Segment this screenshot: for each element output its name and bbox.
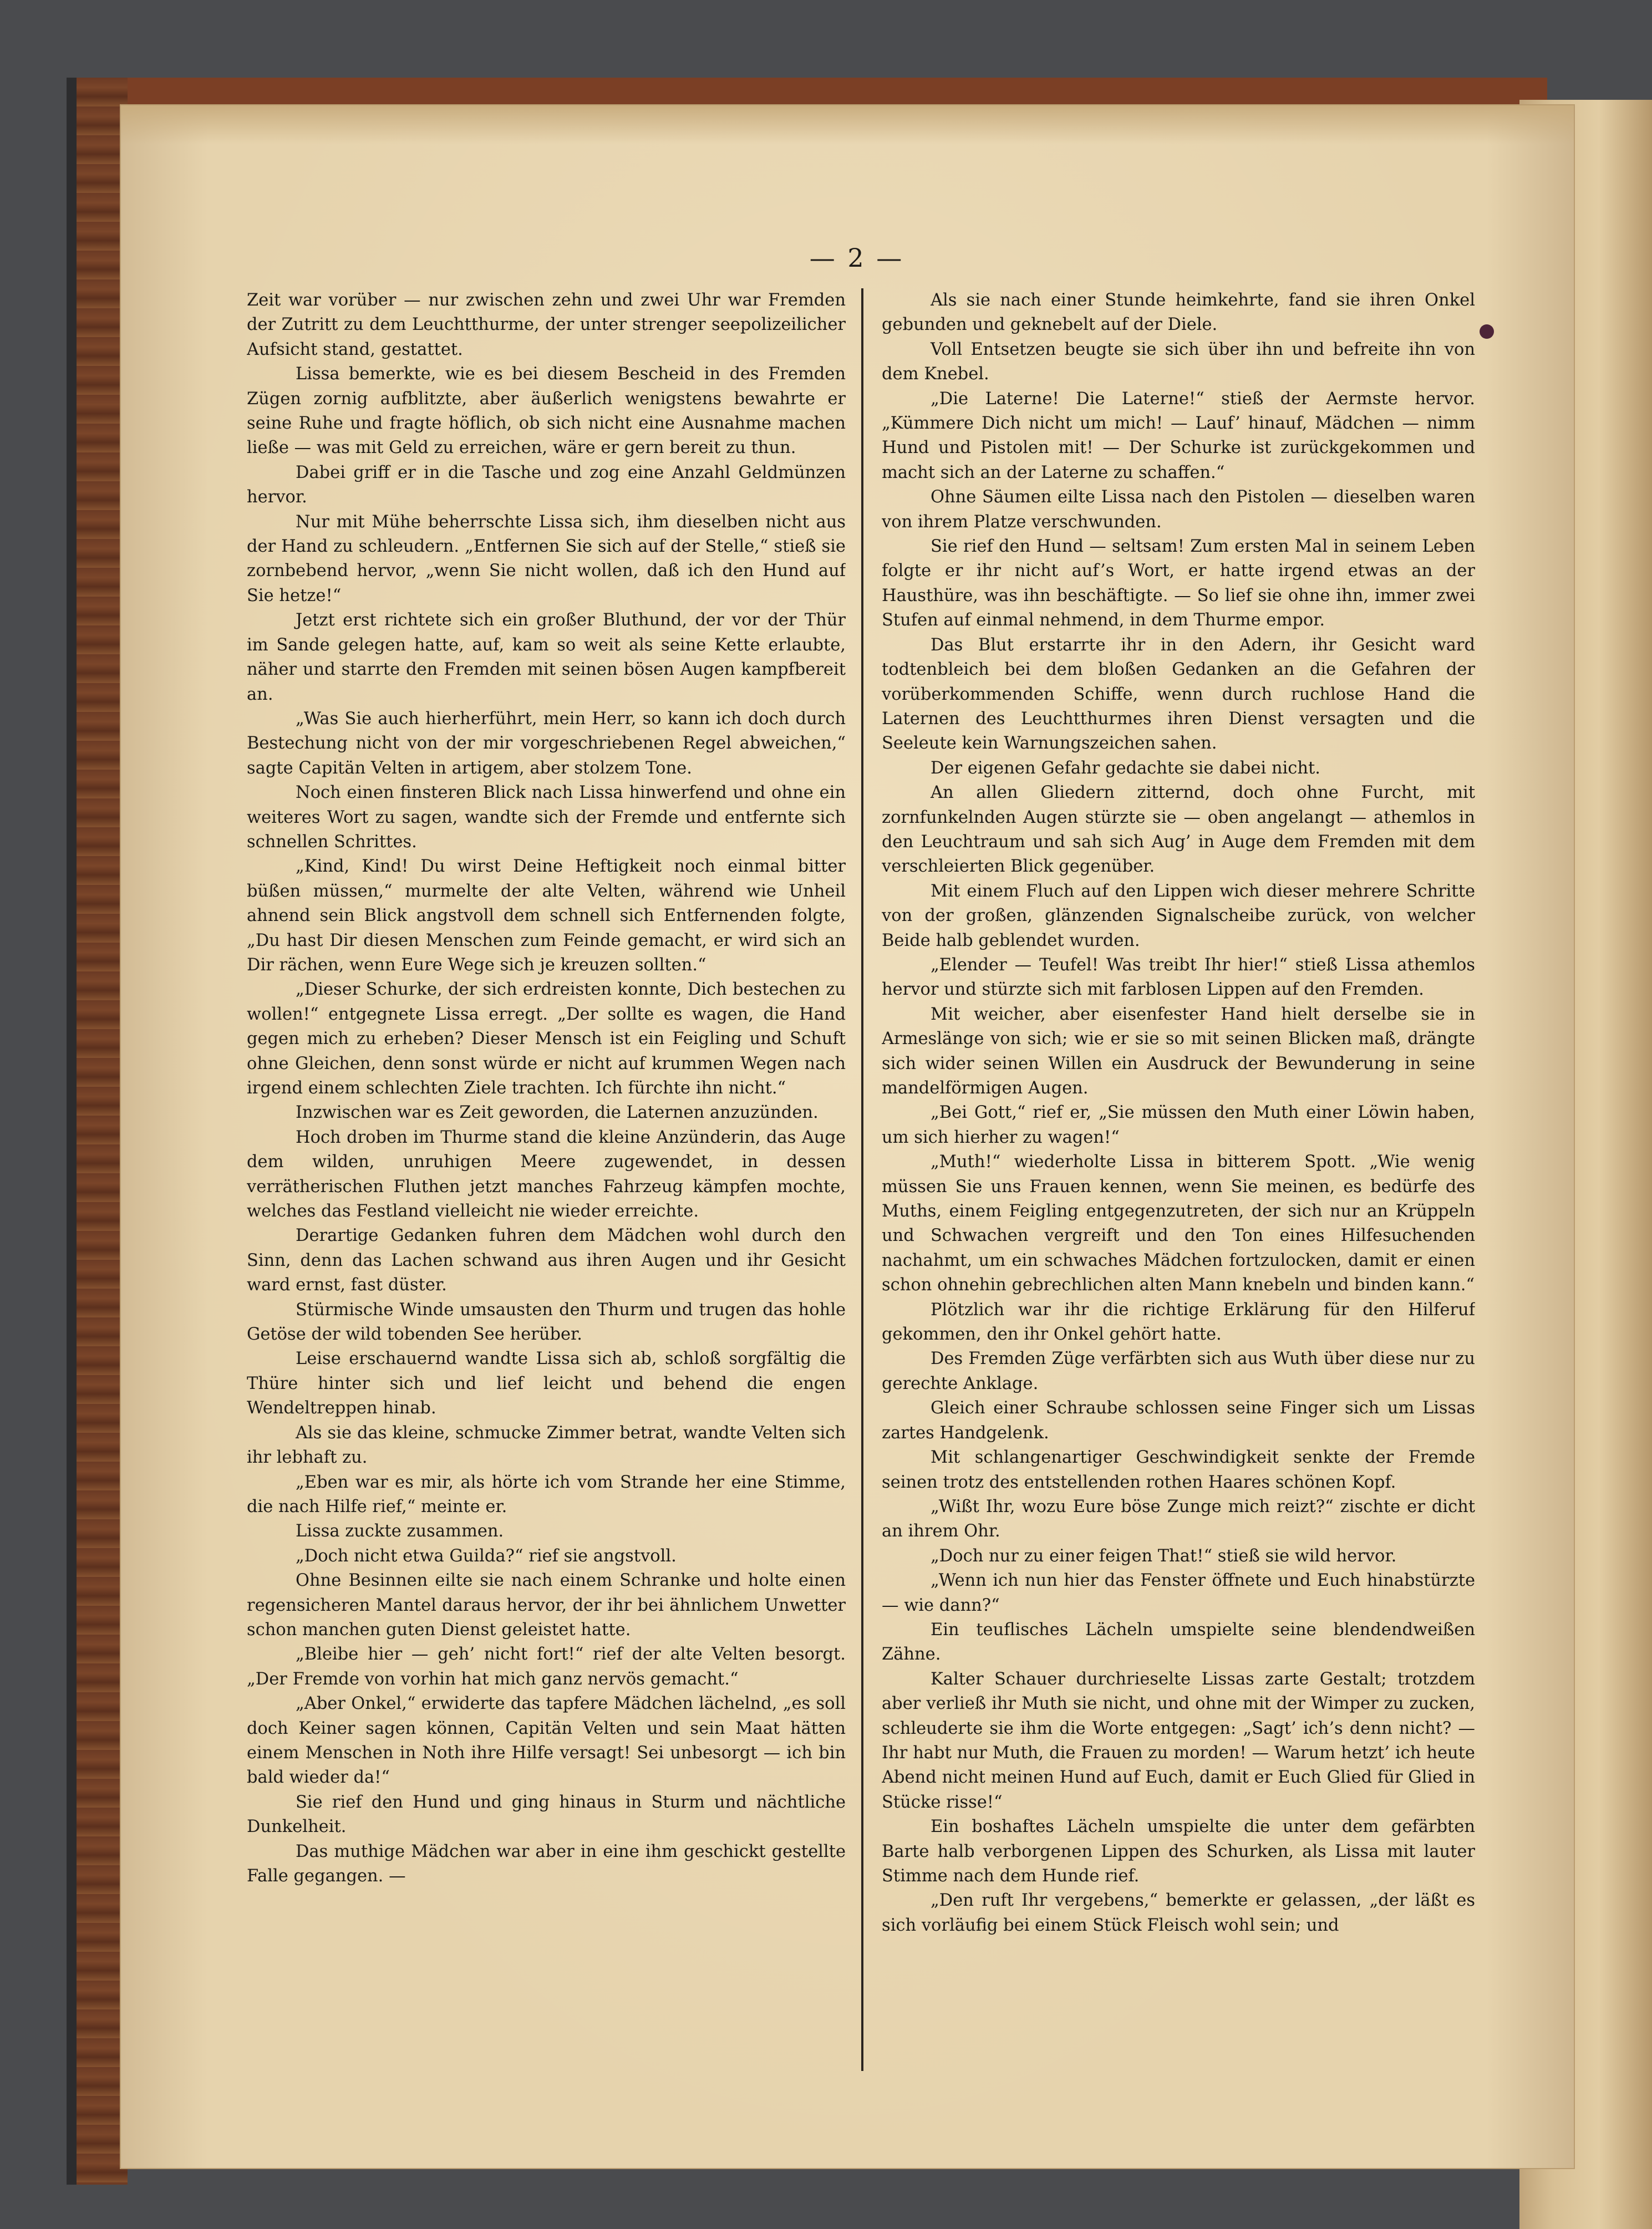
paragraph: Sie rief den Hund — seltsam! Zum ersten Mal in seinem Leben folgte er ihr nicht auf’s Wort, er hatte irgend etwas an der Hausthüre, was ihn beschäftigte. — So lief sie ohne ihn, immer zwei Stufen auf einmal nehmend, in dem Thurme empor.	[882, 537, 1475, 630]
paragraph: „Eben war es mir, als hörte ich vom Strande her eine Stimme, die nach Hilfe rief,“ meinte er.	[247, 1472, 846, 1516]
paragraph: Voll Entsetzen beugte sie sich über ihn und befreite ihn von dem Knebel.	[882, 339, 1475, 384]
paragraph: Kalter Schauer durchrieselte Lissas zarte Gestalt; trotzdem aber verließ ihr Muth sie nicht, und ohne mit der Wimper zu zucken, schleuderte sie ihm die Worte entgegen: „Sagt’ ich’s denn nicht? — Ihr habt nur Muth, die Frauen zu morden! — Warum hetzt’ ich heute Abend nicht meinen Hund auf Euch, damit er Euch Glied für Glied in Stücke risse!“	[882, 1669, 1475, 1812]
paragraph: Als sie nach einer Stunde heimkehrte, fand sie ihren Onkel gebunden und geknebelt auf der Diele.	[882, 291, 1475, 335]
paragraph: Als sie das kleine, schmucke Zimmer betrat, wandte Velten sich ihr lebhaft zu.	[247, 1423, 846, 1468]
paragraph: „Wißt Ihr, wozu Eure böse Zunge mich reizt?“ zischte er dicht an ihrem Ohr.	[882, 1497, 1475, 1541]
paragraph: Mit einem Fluch auf den Lippen wich dieser mehrere Schritte von der großen, glänzenden Signalscheibe zurück, von welcher Beide halb geblendet wurden.	[882, 881, 1475, 950]
paragraph: Jetzt erst richtete sich ein großer Bluthund, der vor der Thür im Sande gelegen hatte, auf, kam so weit als seine Kette erlaubte, näher und starrte den Fremden mit seinen bösen Augen kampfbereit an.	[247, 610, 846, 704]
paragraph: Mit schlangenartiger Geschwindigkeit senkte der Fremde seinen trotz des entstellenden rothen Haares schönen Kopf.	[882, 1448, 1475, 1492]
column-divider	[861, 288, 863, 2071]
paragraph: „Elender — Teufel! Was treibt Ihr hier!“ stieß Lissa athemlos hervor und stürzte sich mit farblosen Lippen auf den Fremden.	[882, 955, 1475, 1000]
paragraph: „Dieser Schurke, der sich erdreisten konnte, Dich bestechen zu wollen!“ entgegnete Lissa erregt. „Der sollte es wagen, die Hand gegen mich zu erheben? Dieser Mensch ist ein Feigling und Schuft ohne Gleichen, denn sonst würde er nicht auf krummen Wegen nach irgend einem schlechten Ziele trachten. Ich fürchte ihn nicht.“	[247, 980, 846, 1098]
left-text-column	[247, 288, 846, 2074]
paragraph: Leise erschauernd wandte Lissa sich ab, schloß sorgfältig die Thüre hinter sich und lief leicht und behend die engen Wendeltreppen hinab.	[247, 1349, 846, 1418]
paragraph: „Den ruft Ihr vergebens,“ bemerkte er gelassen, „der läßt es sich vorläufig bei einem Stück Fleisch wohl sein; und	[882, 1891, 1475, 1935]
paragraph: Gleich einer Schraube schlossen seine Finger sich um Lissas zartes Handgelenk.	[882, 1398, 1475, 1443]
paragraph: Das Blut erstarrte ihr in den Adern, ihr Gesicht ward todtenbleich bei dem bloßen Gedanken an die Gefahren der vorüberkommenden Schiffe, wenn durch ruchlose Hand die Laternen des Leuchtthurmes ihren Dienst versagten und die Seeleute kein Warnungszeichen sahen.	[882, 635, 1475, 754]
paragraph: Zeit war vorüber — nur zwischen zehn und zwei Uhr war Fremden der Zutritt zu dem Leuchtthurme, der unter strenger seepolizeilicher Aufsicht stand, gestattet.	[247, 291, 846, 359]
paragraph: Ohne Besinnen eilte sie nach einem Schranke und holte einen regensicheren Mantel daraus hervor, der ihr bei ähnlichem Unwetter schon manchen guten Dienst geleistet hatte.	[247, 1571, 846, 1640]
paragraph: Noch einen finsteren Blick nach Lissa hinwerfend und ohne ein weiteres Wort zu sagen, wandte sich der Fremde und entfernte sich schnellen Schrittes.	[247, 783, 846, 852]
paragraph: „Aber Onkel,“ erwiderte das tapfere Mädchen lächelnd, „es soll doch Keiner sagen können, Capitän Velten und sein Maat hätten einem Menschen in Noth ihre Hilfe versagt! Sei unbesorgt — ich bin bald wieder da!“	[247, 1694, 846, 1788]
paragraph: Hoch droben im Thurme stand die kleine Anzünderin, das Auge dem wilden, unruhigen Meere zugewendet, in dessen verrätherischen Fluthen jetzt manches Fahrzeug kämpfen mochte, welches das Festland vielleicht nie wieder erreichte.	[247, 1127, 846, 1222]
paragraph: Des Fremden Züge verfärbten sich aus Wuth über diese nur zu gerechte Anklage.	[882, 1349, 1475, 1393]
paragraph: „Bei Gott,“ rief er, „Sie müssen den Muth einer Löwin haben, um sich hierher zu wagen!“	[882, 1103, 1475, 1147]
paragraph: Ein teuflisches Lächeln umspielte seine blendendweißen Zähne.	[882, 1620, 1475, 1665]
paragraph: Mit weicher, aber eisenfester Hand hielt derselbe sie in Armeslänge von sich; wie er sie so mit seinen Blicken maß, drängte sich wider seinen Willen ein Ausdruck der Bewunderung in seine mandelförmigen Augen.	[882, 1004, 1475, 1098]
page-worn-top-edge	[121, 105, 1574, 144]
paragraph: An allen Gliedern zitternd, doch ohne Furcht, mit zornfunkelnden Augen stürzte sie — oben angelangt — athemlos in den Leuchtraum und sah sich Aug’ in Auge dem Fremden mit dem verschleierten Blick gegenüber.	[882, 783, 1475, 877]
right-text-column	[882, 288, 1475, 2074]
paragraph: Nur mit Mühe beherrschte Lissa sich, ihm dieselben nicht aus der Hand zu schleudern. „Entfernen Sie sich auf der Stelle,“ stieß sie zornbebend hervor, „wenn Sie nicht wollen, daß ich den Hund auf Sie hetze!“	[247, 512, 846, 605]
paragraph: Inzwischen war es Zeit geworden, die Laternen anzuzünden.	[296, 1103, 819, 1123]
ink-stain	[1480, 324, 1494, 339]
paragraph: „Doch nicht etwa Guilda?“ rief sie angstvoll.	[296, 1546, 677, 1566]
paragraph: Ohne Säumen eilte Lissa nach den Pistolen — dieselben waren von ihrem Platze verschwunden.	[882, 487, 1475, 532]
paragraph: „Bleibe hier — geh’ nicht fort!“ rief der alte Velten besorgt. „Der Fremde von vorhin hat mich ganz nervös gemacht.“	[247, 1645, 846, 1689]
paragraph: „Die Laterne! Die Laterne!“ stieß der Aermste hervor. „Kümmere Dich nicht um mich! — Lauf’ hinauf, Mädchen — nimm Hund und Pistolen mit! — Der Schurke ist zurückgekommen und macht sich an der Laterne zu schaffen.“	[882, 389, 1475, 482]
paragraph: Das muthige Mädchen war aber in eine ihm geschickt gestellte Falle gegangen. —	[247, 1841, 846, 1886]
paragraph: „Muth!“ wiederholte Lissa in bitterem Spott. „Wie wenig müssen Sie uns Frauen kennen, wenn Sie meinen, es bedürfe des Muths, einem Feigling entgegenzutreten, der sich nur an Krüppeln und Schwachen vergreift und den Ton eines Hilfesuchenden nachahmt, um ein schwaches Mädchen fortzulocken, damit er einen schon ohnehin gebrechlichen alten Mann knebeln und binden kann.“	[882, 1152, 1475, 1295]
page-number: — 2 —	[809, 243, 904, 273]
book-spine-binding	[67, 78, 128, 2185]
paragraph: „Kind, Kind! Du wirst Deine Heftigkeit noch einmal bitter büßen müssen,“ murmelte der alte Velten, während wie Unheil ahnend sein Blick angstvoll dem schnell sich Entfernenden folgte, „Du hast Dir diesen Menschen zum Feinde gemacht, er wird sich an Dir rächen, wenn Eure Wege sich je kreuzen sollten.“	[247, 857, 846, 975]
paragraph: Lissa zuckte zusammen.	[296, 1521, 504, 1541]
paragraph: „Doch nur zu einer feigen That!“ stieß sie wild hervor.	[931, 1546, 1397, 1566]
paragraph: Stürmische Winde umsausten den Thurm und trugen das hohle Getöse der wild tobenden See herüber.	[247, 1300, 846, 1345]
paragraph: Ein boshaftes Lächeln umspielte die unter dem gefärbten Barte halb verborgenen Lippen des Schurken, als Lissa mit lauter Stimme nach dem Hunde rief.	[882, 1817, 1475, 1886]
paragraph: Lissa bemerkte, wie es bei diesem Bescheid in des Fremden Zügen zornig aufblitzte, aber äußerlich wenigstens bewahrte er seine Ruhe und fragte höflich, ob sich nicht eine Ausnahme machen ließe — was mit Geld zu erreichen, wäre er gern bereit zu thun.	[247, 364, 846, 458]
paragraph: Plötzlich war ihr die richtige Erklärung für den Hilferuf gekommen, den ihr Onkel gehört hatte.	[882, 1300, 1475, 1345]
paragraph: „Wenn ich nun hier das Fenster öffnete und Euch hinabstürzte — wie dann?“	[882, 1571, 1475, 1615]
paragraph: Sie rief den Hund und ging hinaus in Sturm und nächtliche Dunkelheit.	[247, 1792, 846, 1837]
paragraph: Dabei griff er in die Tasche und zog eine Anzahl Geldmünzen hervor.	[247, 462, 846, 507]
paragraph: Derartige Gedanken fuhren dem Mädchen wohl durch den Sinn, denn das Lachen schwand aus ihren Augen und ihr Gesicht ward ernst, fast düster.	[247, 1226, 846, 1295]
paragraph: Der eigenen Gefahr gedachte sie dabei nicht.	[931, 758, 1320, 778]
paragraph: „Was Sie auch hierherführt, mein Herr, so kann ich doch durch Bestechung nicht von der mir vorgeschriebenen Regel abweichen,“ sagte Capitän Velten in artigem, aber stolzem Tone.	[247, 709, 846, 778]
